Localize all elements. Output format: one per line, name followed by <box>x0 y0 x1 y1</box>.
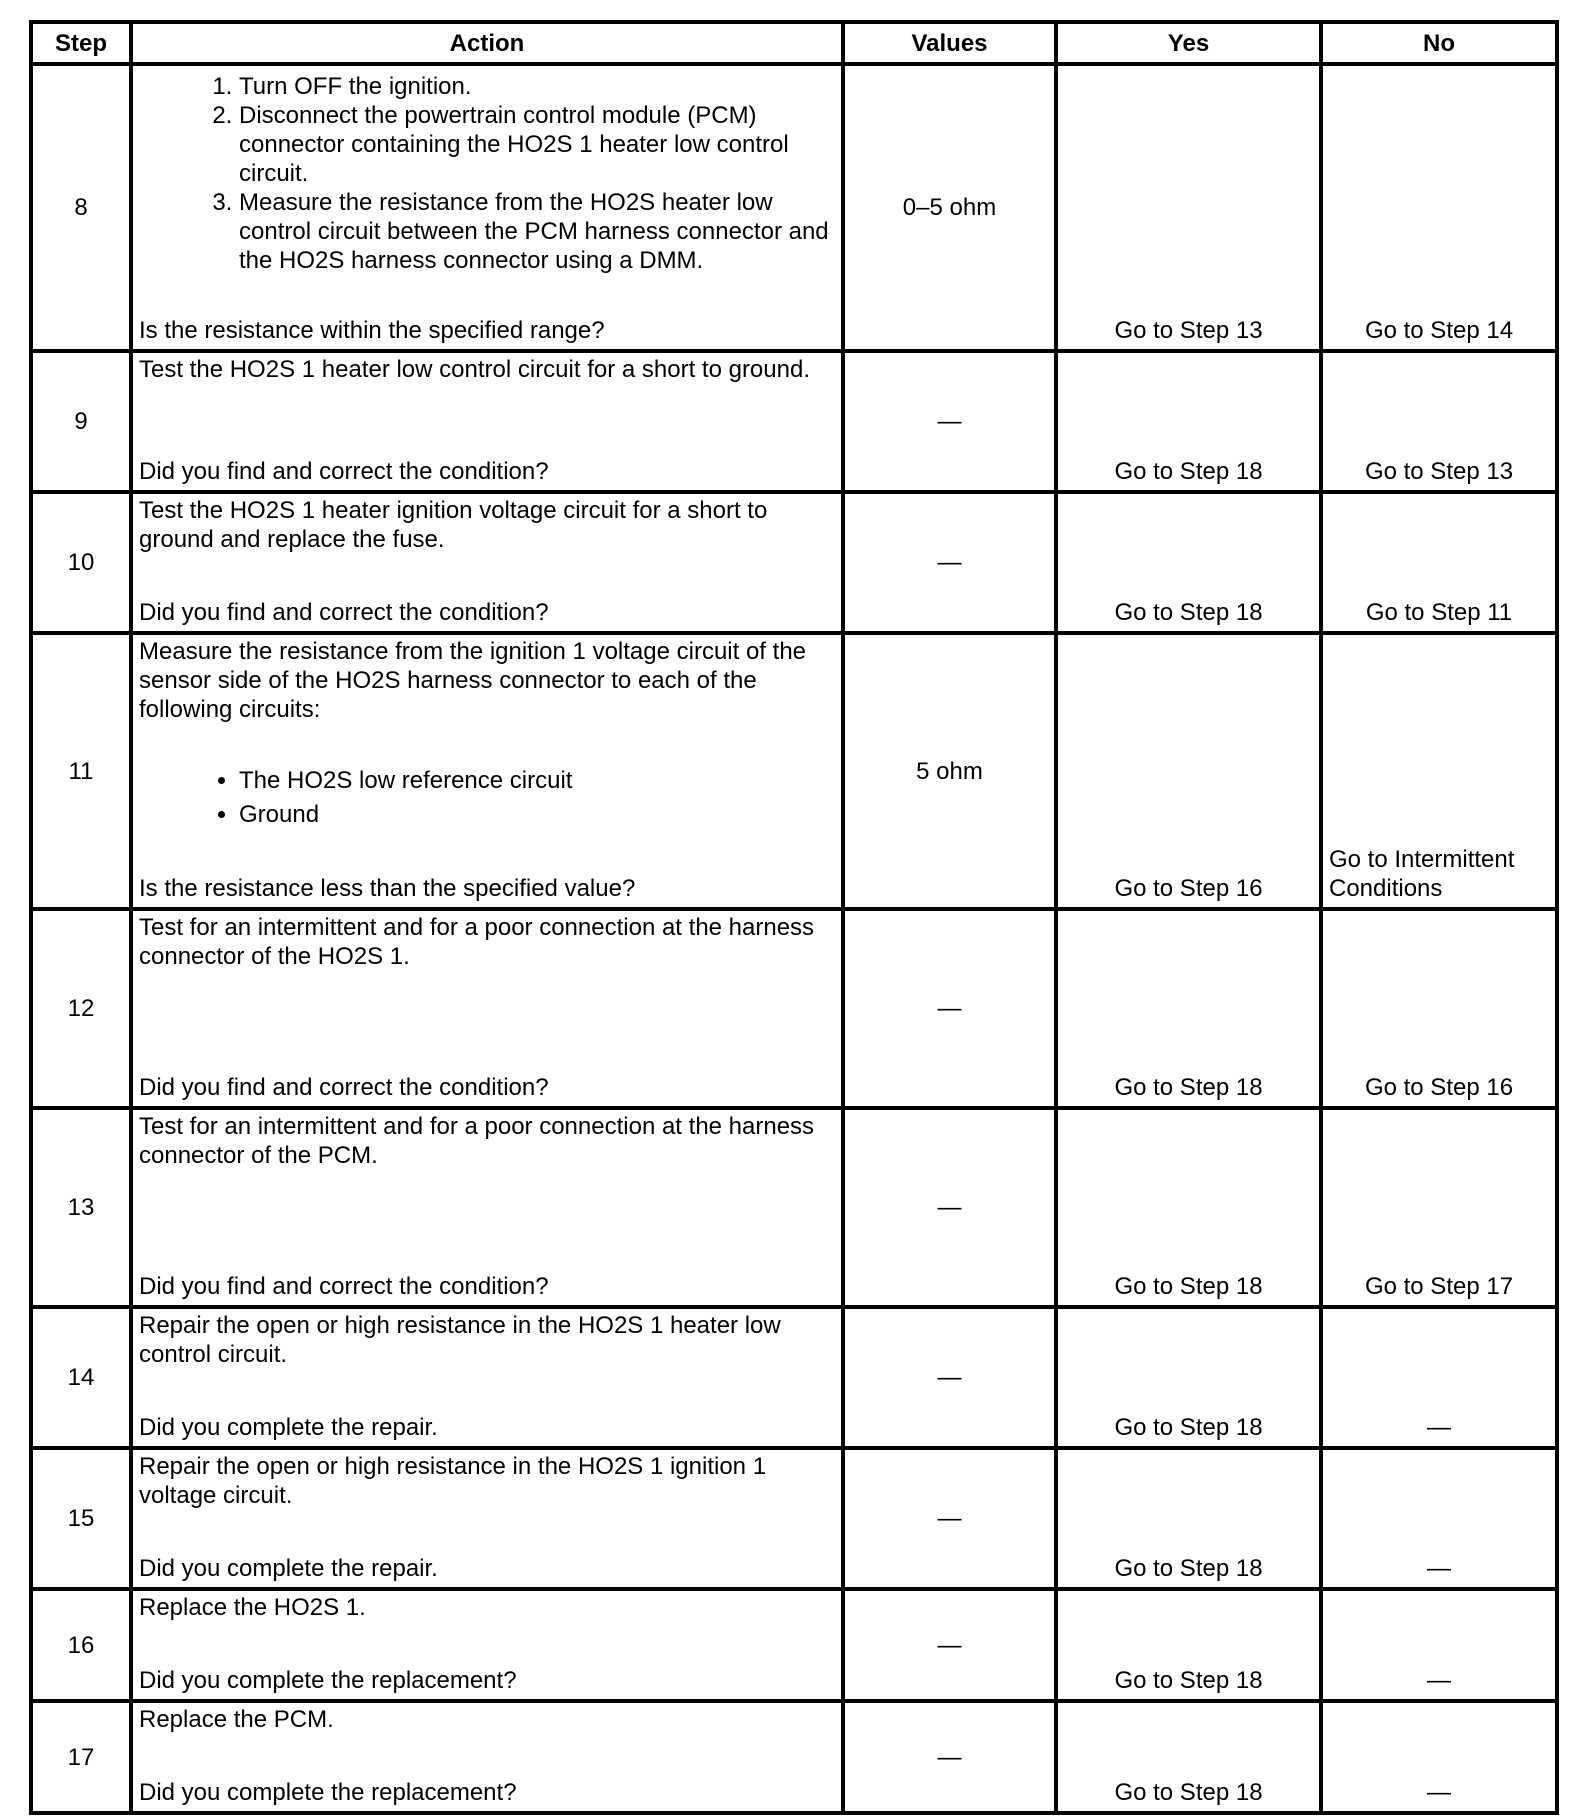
table-row <box>31 492 1557 633</box>
header-step: Step <box>31 22 131 64</box>
header-values: Values <box>843 22 1056 64</box>
no-result: Go to Intermittent Conditions <box>1321 633 1557 909</box>
yes-result: Go to Step 16 <box>1056 633 1321 909</box>
action-cell <box>131 64 843 351</box>
table-row <box>31 1307 1557 1448</box>
no-result: — <box>1321 1589 1557 1701</box>
action-cell <box>131 1307 843 1448</box>
list-item: 2. Disconnect the powertrain control module (PCM) connector containing the HO2S 1 heater low control circuit. <box>239 101 835 188</box>
header-row <box>31 22 1557 64</box>
table-row <box>31 1701 1557 1813</box>
bullet-list <box>139 764 835 832</box>
no-result: — <box>1321 1307 1557 1448</box>
action-text: Test for an intermittent and for a poor connection at the harness connector of the HO2S 1. <box>139 914 815 970</box>
no-result: Go to Step 17 <box>1321 1108 1557 1307</box>
value: — <box>843 1589 1056 1701</box>
step-number: 16 <box>31 1589 131 1701</box>
step-number: 10 <box>31 492 131 633</box>
header-no: No <box>1321 22 1557 64</box>
list-item: • Ground <box>239 798 835 832</box>
yes-result: Go to Step 18 <box>1056 1448 1321 1589</box>
value: — <box>843 492 1056 633</box>
table-row <box>31 1589 1557 1701</box>
action-cell <box>131 1448 843 1589</box>
step-number: 13 <box>31 1108 131 1307</box>
value: — <box>843 1701 1056 1813</box>
question: Did you complete the repair. <box>139 1414 438 1441</box>
table-row <box>31 64 1557 351</box>
step-number: 17 <box>31 1701 131 1813</box>
numbered-list <box>139 72 835 275</box>
step-number: 12 <box>31 909 131 1108</box>
action-text: Measure the resistance from the ignition 1 voltage circuit of the sensor side of the HO2S harness connector to each of the following circuits: <box>139 638 807 723</box>
value: — <box>843 1307 1056 1448</box>
action-cell <box>131 351 843 492</box>
value: 5 ohm <box>843 633 1056 909</box>
yes-result: Go to Step 13 <box>1056 64 1321 351</box>
list-item: 1. Turn OFF the ignition. <box>239 72 835 101</box>
value: — <box>843 1108 1056 1307</box>
action-cell <box>131 492 843 633</box>
yes-result: Go to Step 18 <box>1056 1701 1321 1813</box>
table-row <box>31 633 1557 909</box>
action-text: Test the HO2S 1 heater low control circuit for a short to ground. <box>139 356 810 383</box>
question: Did you find and correct the condition? <box>139 458 549 485</box>
no-result: — <box>1321 1701 1557 1813</box>
question: Is the resistance less than the specified value? <box>139 875 636 902</box>
table-row <box>31 1448 1557 1589</box>
diagnostic-table <box>29 20 1559 1815</box>
question: Did you find and correct the condition? <box>139 599 549 626</box>
step-number: 14 <box>31 1307 131 1448</box>
step-number: 9 <box>31 351 131 492</box>
no-result: — <box>1321 1448 1557 1589</box>
value: — <box>843 909 1056 1108</box>
action-cell <box>131 633 843 909</box>
value: — <box>843 1448 1056 1589</box>
action-text: Replace the PCM. <box>139 1706 334 1733</box>
no-result: Go to Step 11 <box>1321 492 1557 633</box>
step-number: 15 <box>31 1448 131 1589</box>
action-text: Repair the open or high resistance in the HO2S 1 ignition 1 voltage circuit. <box>139 1453 767 1509</box>
step-number: 11 <box>31 633 131 909</box>
table-row <box>31 351 1557 492</box>
question: Did you complete the replacement? <box>139 1779 517 1806</box>
question: Is the resistance within the specified range? <box>139 317 605 344</box>
yes-result: Go to Step 18 <box>1056 909 1321 1108</box>
action-text: Test the HO2S 1 heater ignition voltage circuit for a short to ground and replace the fuse. <box>139 497 768 553</box>
yes-result: Go to Step 18 <box>1056 351 1321 492</box>
question: Did you find and correct the condition? <box>139 1074 549 1101</box>
question: Did you complete the repair. <box>139 1555 438 1582</box>
yes-result: Go to Step 18 <box>1056 492 1321 633</box>
no-result: Go to Step 14 <box>1321 64 1557 351</box>
step-number: 8 <box>31 64 131 351</box>
question: Did you find and correct the condition? <box>139 1273 549 1300</box>
question: Did you complete the replacement? <box>139 1667 517 1694</box>
value: 0–5 ohm <box>843 64 1056 351</box>
list-item: 3. Measure the resistance from the HO2S heater low control circuit between the PCM harness connector and the HO2S harness connector using a DMM. <box>239 188 835 275</box>
yes-result: Go to Step 18 <box>1056 1307 1321 1448</box>
action-cell <box>131 1108 843 1307</box>
yes-result: Go to Step 18 <box>1056 1589 1321 1701</box>
action-cell <box>131 1701 843 1813</box>
no-result: Go to Step 13 <box>1321 351 1557 492</box>
action-cell <box>131 909 843 1108</box>
no-result: Go to Step 16 <box>1321 909 1557 1108</box>
action-cell <box>131 1589 843 1701</box>
action-text: Replace the HO2S 1. <box>139 1594 366 1621</box>
table-row <box>31 1108 1557 1307</box>
value: — <box>843 351 1056 492</box>
header-action: Action <box>131 22 843 64</box>
action-text: Test for an intermittent and for a poor connection at the harness connector of the PCM. <box>139 1113 815 1169</box>
list-item: • The HO2S low reference circuit <box>239 764 835 798</box>
yes-result: Go to Step 18 <box>1056 1108 1321 1307</box>
table-row <box>31 909 1557 1108</box>
action-text: Repair the open or high resistance in the HO2S 1 heater low control circuit. <box>139 1312 781 1368</box>
header-yes: Yes <box>1056 22 1321 64</box>
